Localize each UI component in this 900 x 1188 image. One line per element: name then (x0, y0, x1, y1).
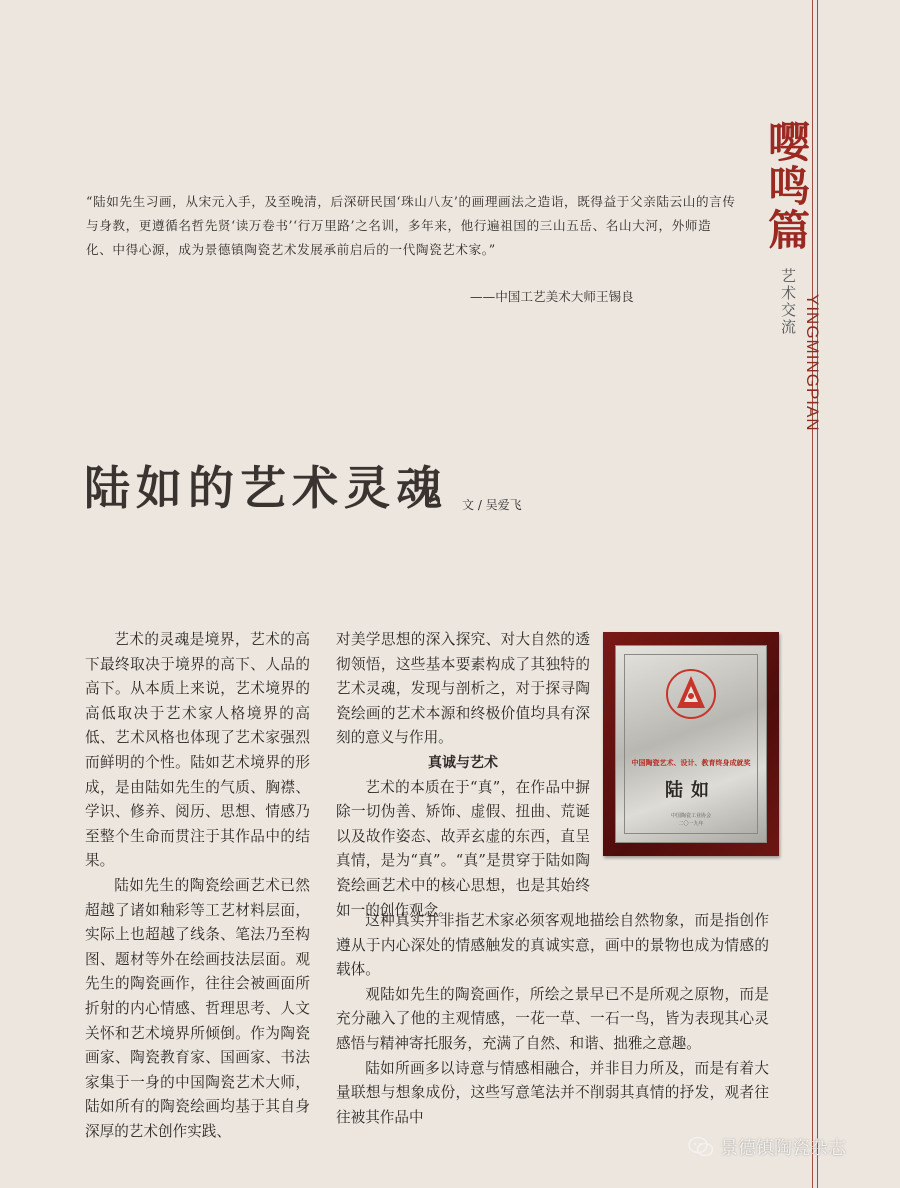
plaque-recipient-name: 陆如 (665, 780, 717, 801)
wechat-watermark (688, 1134, 846, 1160)
body-column-2 (336, 628, 590, 923)
paragraph: 艺术的灵魂是境界，艺术的高下最终取决于境界的高下、人品的高下。从本质上来说，艺术境界的高低取决于艺术家人格境界的高低、艺术风格也体现了艺术家强烈而鲜明的个性。陆如艺术境界的形成，是由陆如先生的气质、胸襟、学识、修养、阅历、思想、情感乃至整个生命而贯注于其作品中的结果。 (85, 631, 310, 870)
plaque-metal-panel (615, 645, 767, 843)
paragraph: 这种真实并非指艺术家必须客观地描绘自然物象，而是指创作遵从于内心深处的情感触发的真诚实意，画中的景物也成为情感的载体。 (336, 912, 769, 979)
paragraph: 观陆如先生的陶瓷画作，所绘之景早已不是所观之原物，而是充分融入了他的主观情感，一花一草、一石一鸟，皆为表现其心灵感悟与精神寄托服务，充满了自然、和谐、拙雅之意趣。 (336, 985, 769, 1052)
column-title: 嘤鸣篇 (762, 120, 811, 252)
award-plaque-photo (603, 632, 779, 856)
column-subtitle: 艺术交流 (779, 268, 797, 336)
plaque-issuer: 中国陶瓷工业协会 (670, 813, 711, 819)
pull-quote: “陆如先生习画，从宋元入手，及至晚清，后深研民国‘珠山八友’的画理画法之造诣，既得益于父亲陆云山的言传与身教，更遵循名哲先贤‘读万卷书’‘行万里路’之名训，多年来，他行遍祖国的三山五岳、名山大河，外师造化、中得心源，成为景德镇陶瓷艺术发展承前启后的一代陶瓷艺术家。” (86, 194, 736, 257)
section-heading: 真诚与艺术 (428, 754, 498, 771)
plaque-date: 二〇一九年 (678, 821, 704, 827)
paragraph: 对美学思想的深入探究、对大自然的透彻领悟，这些基本要素构成了其独特的艺术灵魂，发现与剖析之，对于探寻陶瓷绘画的艺术本源和终极价值均具有深刻的意义与作用。 (336, 631, 590, 747)
column-pinyin: YINGMINGPIAN (803, 294, 822, 432)
margin-rule-right (817, 0, 818, 1188)
paragraph: 艺术的本质在于“真”，在作品中摒除一切伪善、矫饰、虚假、扭曲、荒诞以及故作姿态、故弄玄虚的东西，直呈真情，是为“真”。“真”是贯穿于陆如陶瓷绘画艺术中的核心思想，也是其始终如一的创作观念。 (336, 778, 590, 919)
paragraph: 陆如所画多以诗意与情感相融合，并非目力所及，而是有着大量联想与想象成份，这些写意笔法并不削弱其真情的抒发，观者往往被其作品中 (336, 1059, 769, 1126)
wechat-icon (688, 1136, 714, 1158)
award-logo-icon (665, 668, 717, 720)
paragraph: 陆如先生的陶瓷绘画艺术已然超越了诸如釉彩等工艺材料层面，实际上也超越了线条、笔法乃至构图、题材等外在绘画技法层面。观先生的陶瓷画作，往往会被画面所折射的内心情感、哲理思考、人文关怀和艺术境界所倾倒。作为陶瓷画家、陶瓷教育家、国画家、书法家集于一身的中国陶瓷艺术大师，陆如所有的陶瓷绘画均基于其自身深厚的艺术创作实践、 (85, 876, 310, 1140)
article-byline: 文 / 吴爱飞 (462, 498, 522, 512)
quote-attribution: ——中国工艺美术大师王锡良 (470, 289, 634, 304)
body-column-3 (336, 909, 769, 1130)
article-title: 陆如的艺术灵魂 (84, 461, 448, 515)
plaque-award-text: 中国陶瓷艺术、设计、教育终身成就奖 (631, 759, 751, 767)
watermark-text: 景德镇陶瓷杂志 (720, 1138, 846, 1159)
body-column-1 (85, 628, 310, 1144)
